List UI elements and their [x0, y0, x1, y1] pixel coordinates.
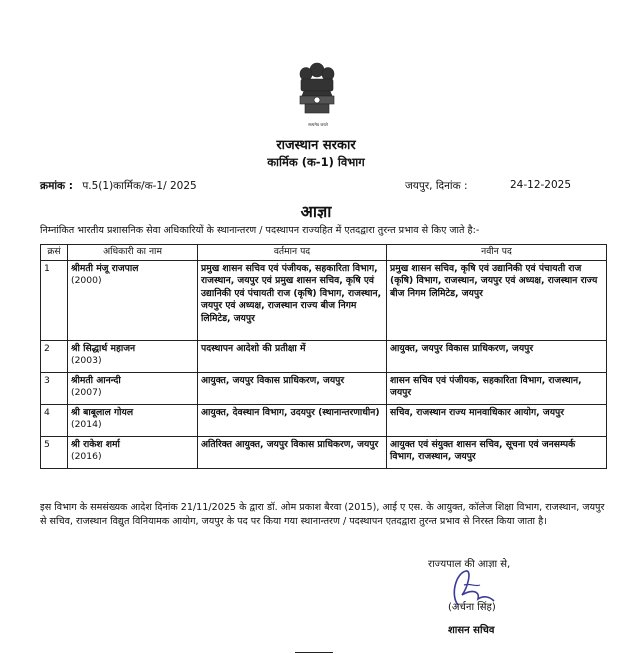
- reference-label: क्रमांक :: [40, 180, 73, 192]
- emblem-motto: सत्यमेव जयते: [308, 122, 328, 127]
- place-date-label: जयपुर, दिनांक :: [405, 180, 468, 192]
- table-row: [41, 405, 607, 437]
- footer-divider: [295, 652, 333, 653]
- officer-name: श्रीमती मंजू राजपाल: [71, 263, 139, 274]
- row-current-post: अतिरिक्त आयुक्त, जयपुर विकास प्राधिकरण, जयपुर: [198, 437, 387, 469]
- table-row: [41, 341, 607, 373]
- row-sno: 3: [41, 373, 68, 405]
- table-row: [41, 373, 607, 405]
- department-title: कार्मिक (क-1) विभाग: [267, 155, 365, 169]
- row-sno: 5: [41, 437, 68, 469]
- row-new-post: आयुक्त, जयपुर विकास प्राधिकरण, जयपुर: [387, 341, 607, 373]
- government-title: राजस्थान सरकार: [276, 138, 356, 153]
- header-new-post: नवीन पद: [387, 245, 607, 261]
- officer-batch: (2003): [71, 355, 102, 367]
- row-officer: [68, 437, 198, 469]
- transfer-table: [40, 244, 607, 469]
- officer-batch: (2016): [71, 451, 102, 463]
- row-new-post: सचिव, राजस्थान राज्य मानवाधिकार आयोग, जयपुर: [387, 405, 607, 437]
- cancellation-paragraph: इस विभाग के समसंख्यक आदेश दिनांक 21/11/2025 के द्वारा डॉ. ओम प्रकाश बैरवा (2015), आई ए एस. के आयुक्त, कॉलेज शिक्षा विभाग, राजस्थान, जयपुर से सचिव, राजस्थान विद्युत विनियामक आयोग, जयपुर के पद पर किया गया स्थानान्तरण / पदस्थापन एतदद्वारा तुरन्त प्रभाव से निरस्त किया जाता है।: [40, 502, 605, 527]
- row-officer: [68, 341, 198, 373]
- state-emblem-icon: [291, 60, 343, 126]
- row-officer: [68, 373, 198, 405]
- by-order-text: राज्यपाल की आज्ञा से,: [428, 559, 511, 570]
- row-officer: [68, 261, 198, 341]
- table-row: [41, 437, 607, 469]
- header-sno: क्रसं: [41, 245, 68, 261]
- officer-batch: (2014): [71, 419, 102, 431]
- signatory-name: (अर्चना सिंह): [448, 602, 496, 613]
- row-current-post: प्रमुख शासन सचिव एवं पंजीयक, सहकारिता विभाग, राजस्थान, जयपुर एवं प्रमुख शासन सचिव, कृषि एवं उद्यानिकी एवं पंचायती राज (कृषि) विभाग, राजस्थान, जयपुर एवं अध्यक्ष, राजस्थान राज्य बीज निगम लिमिटेड, जयपुर: [198, 261, 387, 341]
- table-row: [41, 261, 607, 341]
- officer-name: श्री राकेश शर्मा: [71, 439, 120, 450]
- officer-batch: (2007): [71, 387, 102, 399]
- officer-name: श्री बाबूलाल गोयल: [71, 407, 134, 418]
- header-current-post: वर्तमान पद: [198, 245, 387, 261]
- row-current-post: पदस्थापन आदेशो की प्रतीक्षा में: [198, 341, 387, 373]
- row-current-post: आयुक्त, जयपुर विकास प्राधिकरण, जयपुर: [198, 373, 387, 405]
- row-new-post: प्रमुख शासन सचिव, कृषि एवं उद्यानिकी एवं पंचायती राज (कृषि) विभाग, राजस्थान, जयपुर एवं अध्यक्ष, राजस्थान राज्य बीज निगम लिमिटेड, जयपुर: [387, 261, 607, 341]
- row-new-post: शासन सचिव एवं पंजीयक, सहकारिता विभाग, राजस्थान, जयपुर: [387, 373, 607, 405]
- row-sno: 1: [41, 261, 68, 341]
- row-officer: [68, 405, 198, 437]
- order-date: 24-12-2025: [510, 179, 572, 191]
- header-officer-name: अधिकारी का नाम: [68, 245, 198, 261]
- reference-number: [40, 179, 197, 193]
- row-sno: 2: [41, 341, 68, 373]
- signatory-designation: शासन सचिव: [448, 625, 495, 636]
- officer-name: श्रीमती आनन्दी: [71, 375, 121, 386]
- reference-value: प.5(1)कार्मिक/क-1/ 2025: [82, 180, 197, 192]
- officer-name: श्री सिद्धार्थ महाजन: [71, 343, 136, 354]
- row-current-post: आयुक्त, देवस्थान विभाग, उदयपुर (स्थानान्तरणाधीन): [198, 405, 387, 437]
- table-header-row: [41, 245, 607, 261]
- officer-batch: (2000): [71, 275, 102, 287]
- intro-text: निम्नांकित भारतीय प्रशासनिक सेवा अधिकारियों के स्थानान्तरण / पदस्थापन राज्यहित में एतदद्वारा तुरन्त प्रभाव से किए जाते है:-: [40, 225, 480, 236]
- row-new-post: आयुक्त एवं संयुक्त शासन सचिव, सूचना एवं जनसम्पर्क विभाग, राजस्थान, जयपुर: [387, 437, 607, 469]
- order-title: आज्ञा: [300, 202, 332, 221]
- row-sno: 4: [41, 405, 68, 437]
